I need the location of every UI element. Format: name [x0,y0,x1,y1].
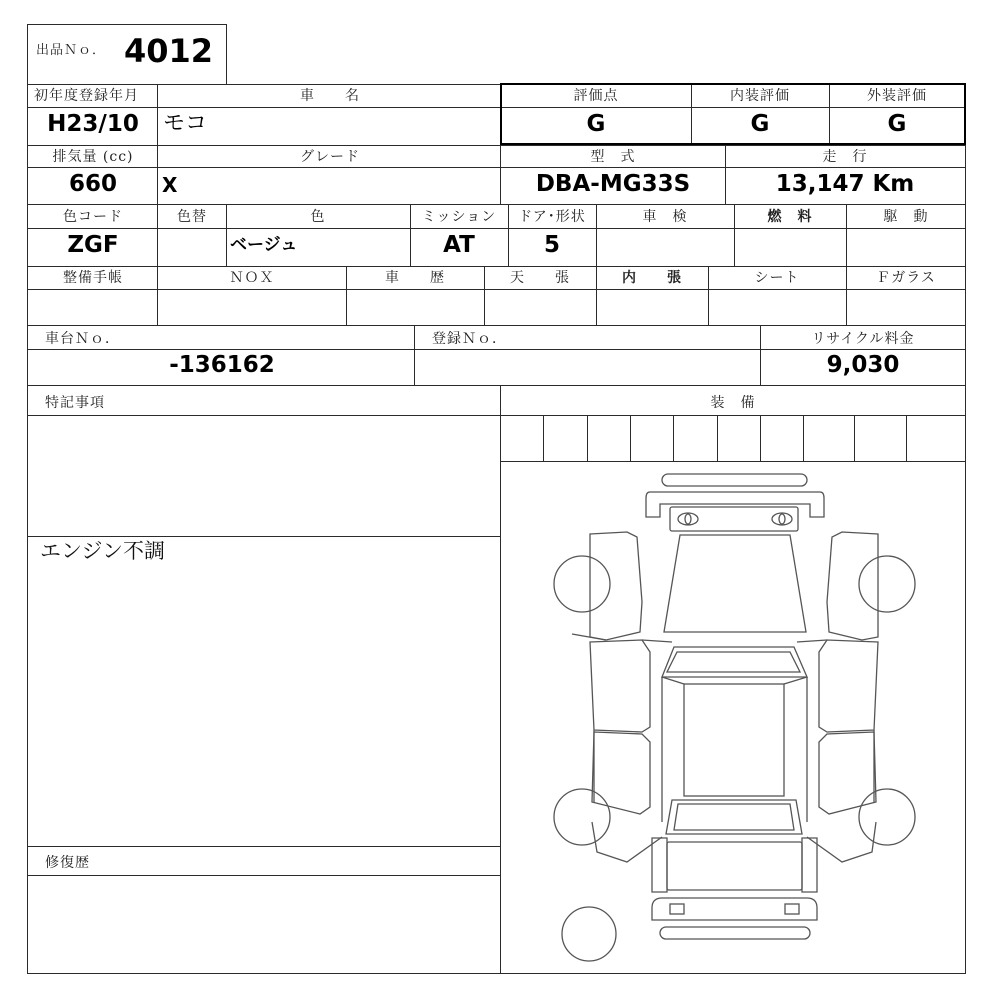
interior-trim-label: 内 張 [622,270,682,286]
score-value: G [586,111,606,137]
right-rear-door [819,732,876,814]
mission-value: AT [443,232,475,258]
model-label: 型 式 [590,149,636,165]
equipment-label: 装 備 [710,395,756,411]
recycle-label: リサイクル料金 [811,331,915,347]
remarks-note: エンジン不調 [40,539,165,563]
maintenance-label: 整備手帳 [63,270,123,286]
left-front-wheel [554,556,610,612]
right-rear-wheel [859,789,915,845]
rear-bumper-bottom [660,927,810,939]
displacement-label: 排気量 (cc) [52,149,134,165]
roof [684,684,784,796]
glass-label: Ｆガラス [876,270,936,286]
interior-label: 内装評価 [730,88,790,104]
left-headlight [678,513,698,525]
left-front-fender [590,532,642,640]
right-taillight [785,904,799,914]
left-taillight [670,904,684,914]
right-front-wheel [859,556,915,612]
lot-number: 4012 [124,32,214,70]
lot-label: 出品Ｎｏ． [36,43,107,58]
remarks-label: 特記事項 [45,395,105,411]
chassis-value: -136162 [169,352,275,378]
color-code-value: ZGF [67,232,119,258]
model-value: DBA-MG33S [535,171,691,197]
rear-bumper [652,898,817,920]
grade-label: グレード [300,149,360,165]
car-damage-diagram [502,462,965,972]
right-front-door [819,640,878,732]
front-bumper-top [662,474,807,486]
color-code-label: 色コード [63,209,123,225]
left-front-door [590,640,650,732]
door-value: 5 [543,232,561,258]
mileage-value: 13,147 Km [775,171,915,197]
right-front-fender [827,532,878,640]
ceiling-label: 天 張 [510,270,570,286]
history-label: 車 歴 [385,270,445,286]
car-name-label: 車 名 [300,88,360,104]
spare-tire [562,907,616,961]
mileage-label: 走 行 [822,149,868,165]
car-name-value: モコ [163,111,208,136]
first-reg-value: H23/10 [47,111,139,137]
interior-value: G [750,111,770,137]
left-rear-door [592,732,650,814]
mission-label: ミッション [421,209,497,225]
door-label: ドア･形状 [518,209,586,225]
rear-window [666,800,802,834]
inspection-label: 車 検 [642,209,688,225]
nox-label: ＮＯＸ [229,270,275,286]
drive-label: 駆 動 [883,209,929,225]
score-label: 評価点 [573,88,619,104]
chassis-label: 車台Ｎｏ． [45,331,120,347]
fuel-label: 燃 料 [767,209,813,225]
repair-history-label: 修復歴 [45,855,90,871]
right-headlight [772,513,792,525]
exterior-label: 外装評価 [867,88,927,104]
recycle-value: 9,030 [826,352,900,378]
first-reg-label: 初年度登録年月 [34,88,139,104]
exterior-value: G [887,111,907,137]
left-rear-wheel [554,789,610,845]
reg-no-label: 登録Ｎｏ． [432,331,507,347]
color-change-label: 色替 [177,209,207,225]
back-door [667,842,802,890]
displacement-value: 660 [68,171,118,197]
color-value: ベージュ [230,235,298,255]
grade-value: X [162,173,178,197]
seat-label: シート [754,270,800,286]
color-label: 色 [310,209,326,225]
hood [664,535,806,632]
front-bumper [646,492,824,517]
